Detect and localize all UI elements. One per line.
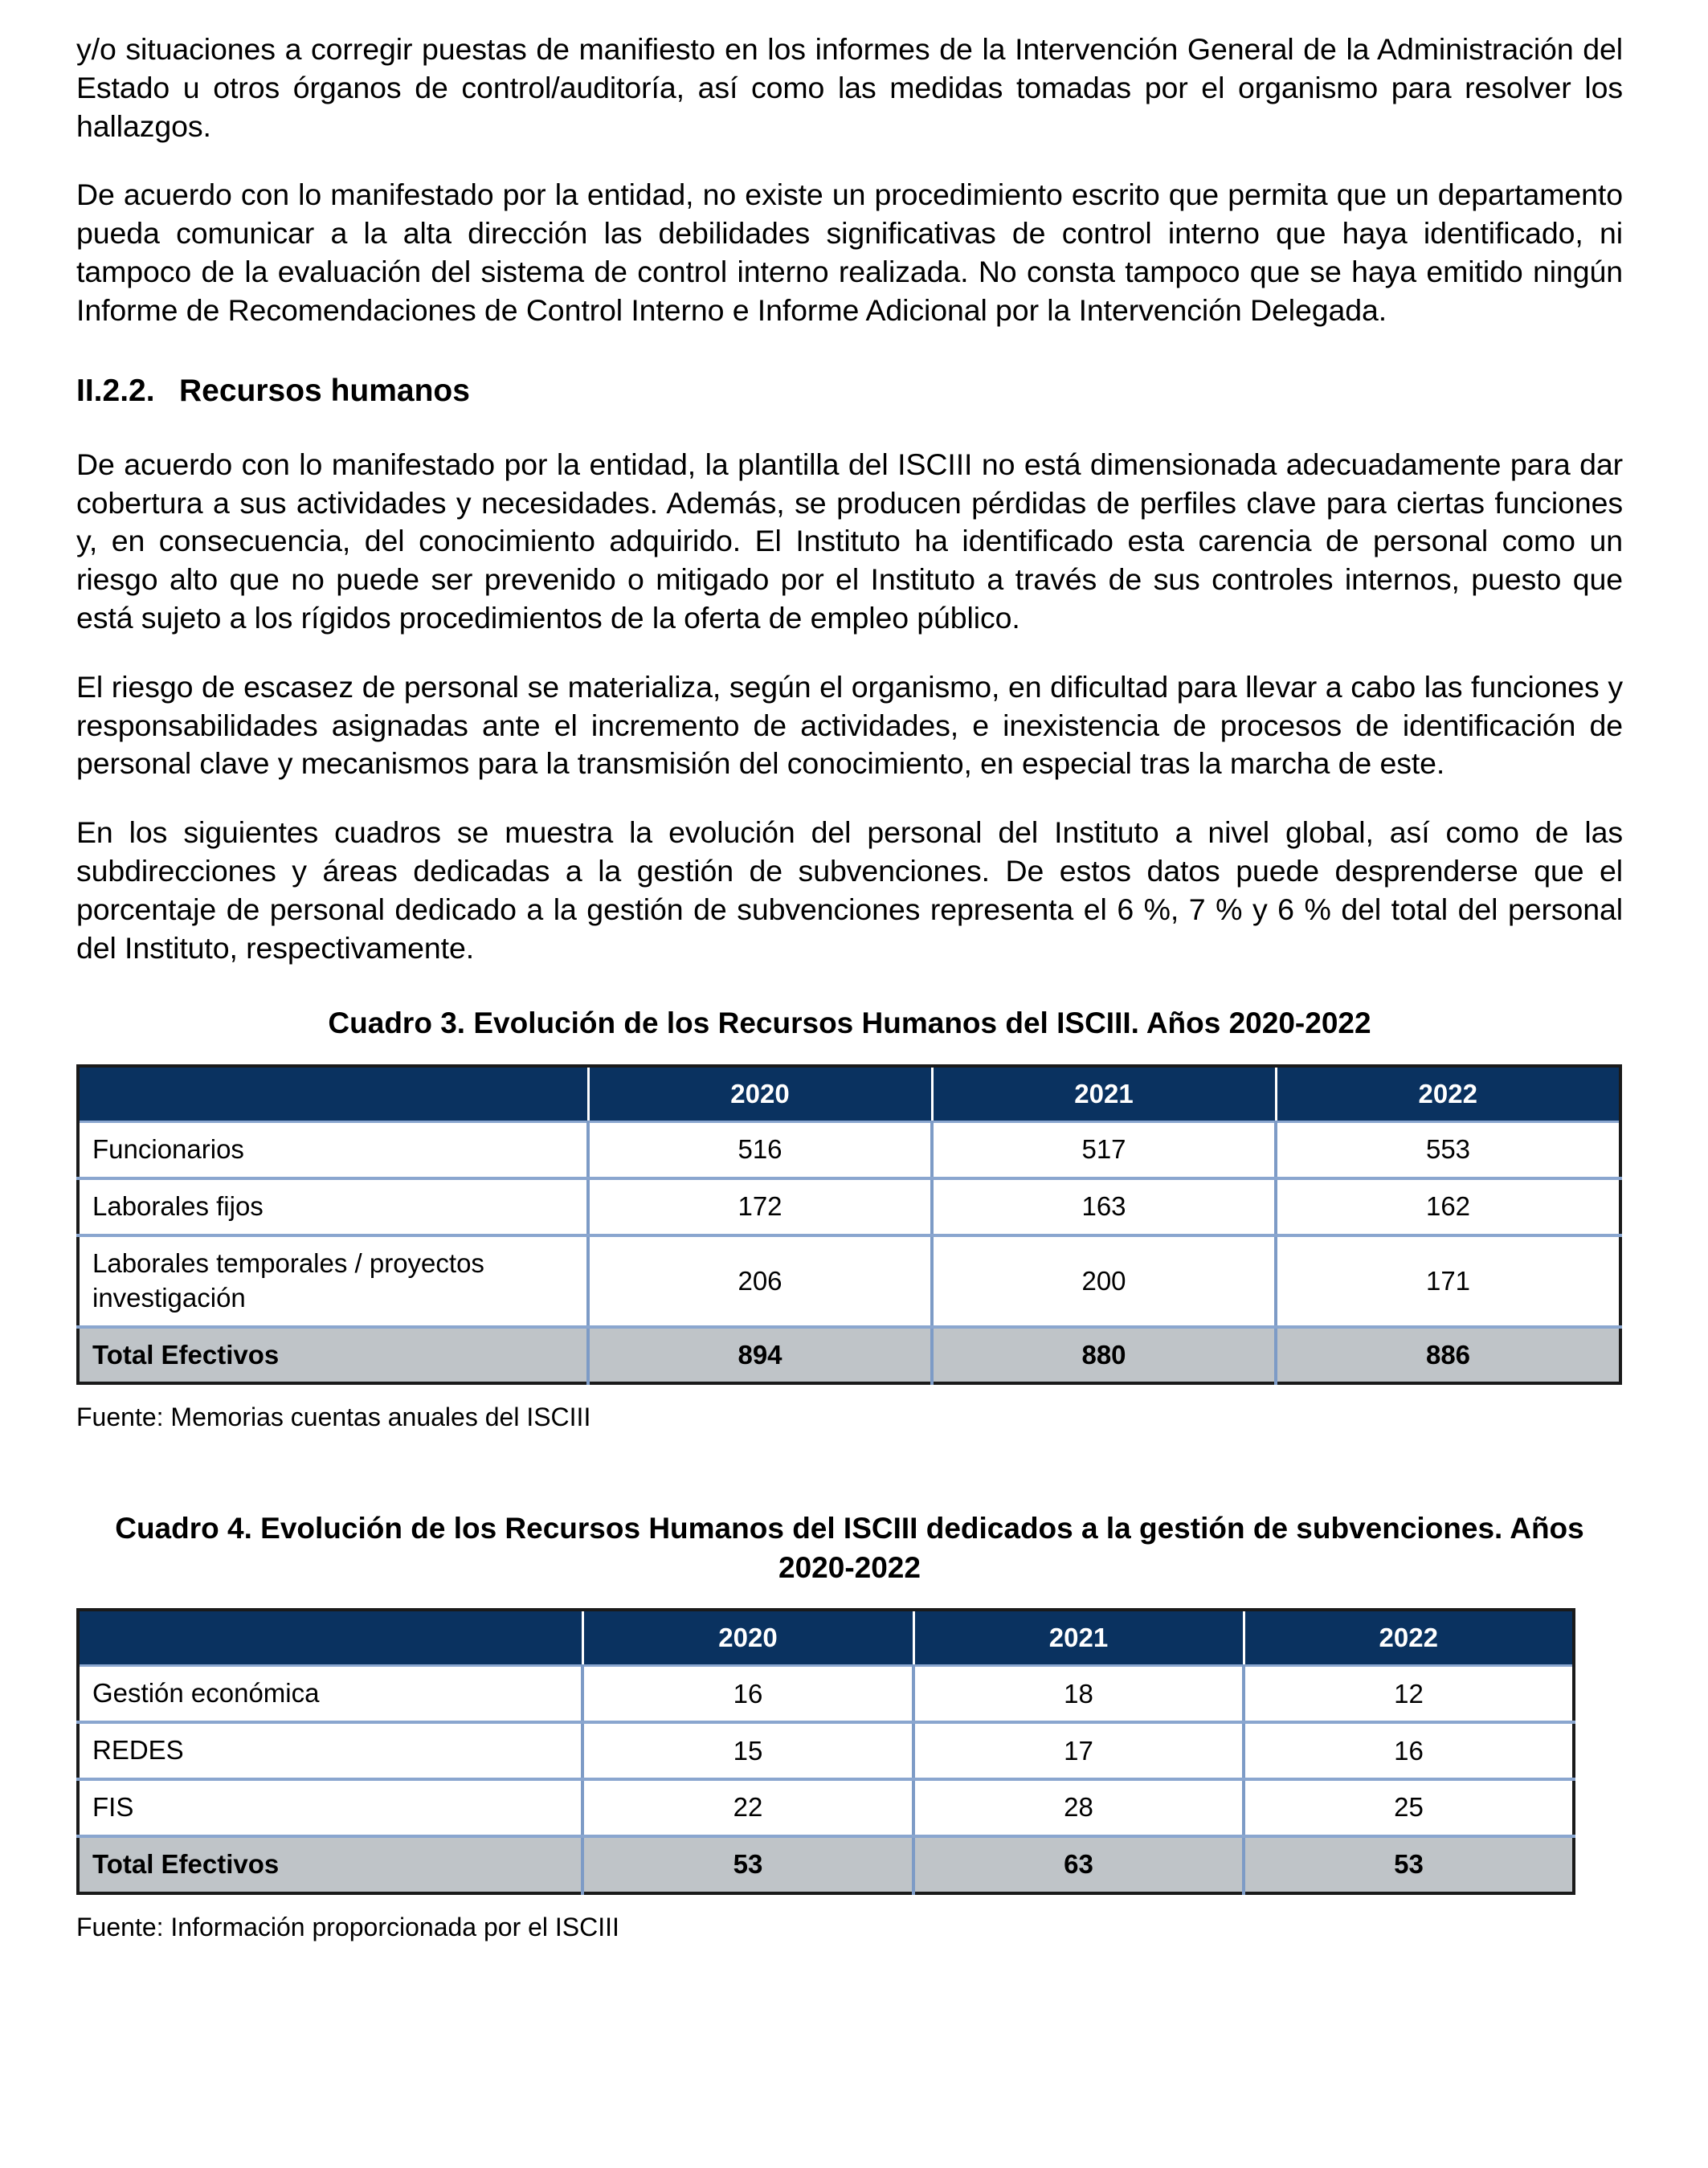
row-value-2021: 63: [913, 1836, 1244, 1893]
row-value-2020: 172: [588, 1178, 932, 1235]
table-total-row: [78, 1836, 1574, 1893]
paragraph-control-interno: De acuerdo con lo manifestado por la entidad, no existe un procedimiento escrito que permita que un departamento pueda comunicar a la alta dirección las debilidades significativas de control interno que haya identificado, ni tampoco de la evaluación del sistema de control interno realizada. No consta tampoco que se haya emitido ningún Informe de Recomendaciones de Control Interno e Informe Adicional por la Intervención Delegada.: [76, 178, 1623, 327]
row-value-2022: 886: [1276, 1327, 1620, 1384]
table-4-header-2022: 2022: [1244, 1610, 1574, 1666]
row-label: REDES: [78, 1722, 582, 1779]
table-total-row: [78, 1327, 1620, 1384]
table-4-body: [78, 1666, 1574, 1893]
table-4-header: [78, 1610, 1574, 1666]
row-value-2020: 16: [582, 1666, 913, 1722]
table-3-body: [78, 1122, 1620, 1384]
row-value-2022: 25: [1244, 1779, 1574, 1836]
section-title: Recursos humanos: [179, 373, 470, 408]
row-value-2020: 516: [588, 1122, 932, 1178]
table-row: [78, 1779, 1574, 1836]
row-value-2022: 12: [1244, 1666, 1574, 1722]
row-value-2020: 22: [582, 1779, 913, 1836]
table-3-header-2021: 2021: [932, 1066, 1276, 1122]
table-header-row: [78, 1066, 1620, 1122]
row-value-2022: 171: [1276, 1235, 1620, 1327]
row-label: FIS: [78, 1779, 582, 1836]
paragraph-riesgo-escasez: El riesgo de escasez de personal se materializa, según el organismo, en dificultad para llevar a cabo las funciones y responsabilidades asignadas ante el incremento de actividades, e inexistencia de procesos de identificación de personal clave y mecanismos para la transmisión del conocimiento, en especial tras la marcha de este.: [76, 669, 1623, 781]
table-header-row: [78, 1610, 1574, 1666]
page-content: [76, 31, 1623, 1942]
row-value-2021: 17: [913, 1722, 1244, 1779]
table-4-header-2021: 2021: [913, 1610, 1244, 1666]
row-value-2021: 880: [932, 1327, 1276, 1384]
row-label: Gestión económica: [78, 1666, 582, 1722]
row-label: Total Efectivos: [78, 1836, 582, 1893]
row-value-2020: 206: [588, 1235, 932, 1327]
table-4-source: Fuente: Información proporcionada por el ISCIII: [76, 1912, 619, 1941]
row-value-2021: 200: [932, 1235, 1276, 1327]
row-label: Laborales temporales / proyectos investigación: [78, 1235, 588, 1327]
row-label: Total Efectivos: [78, 1327, 588, 1384]
table-recursos-humanos-subvenciones: [76, 1608, 1575, 1895]
row-value-2022: 16: [1244, 1722, 1574, 1779]
section-number: II.2.2.: [76, 373, 155, 408]
paragraph-cuadros-intro: En los siguientes cuadros se muestra la evolución del personal del Instituto a nivel global, así como de las subdirecciones y áreas dedicadas a la gestión de subvenciones. De estos datos puede desprenderse que el porcentaje de personal dedicado a la gestión de subvenciones representa el 6 %, 7 % y 6 % del total del personal del Instituto, respectivamente.: [76, 815, 1623, 965]
section-heading-recursos-humanos: [76, 374, 1623, 409]
row-value-2022: 553: [1276, 1122, 1620, 1178]
row-label: Funcionarios: [78, 1122, 588, 1178]
table-recursos-humanos-global: [76, 1064, 1622, 1386]
table-row: [78, 1235, 1620, 1327]
paragraph-plantilla: De acuerdo con lo manifestado por la entidad, la plantilla del ISCIII no está dimensionada adecuadamente para dar cobertura a sus actividades y necesidades. Además, se producen pérdidas de perfiles clave para ciertas funciones y, en consecuencia, del conocimiento adquirido. El Instituto ha identificado esta carencia de personal como un riesgo alto que no puede ser prevenido o mitigado por el Instituto a través de sus controles internos, puesto que está sujeto a los rígidos procedimientos de la oferta de empleo público.: [76, 447, 1623, 635]
row-value-2022: 162: [1276, 1178, 1620, 1235]
row-label: Laborales fijos: [78, 1178, 588, 1235]
row-value-2022: 53: [1244, 1836, 1574, 1893]
row-value-2020: 53: [582, 1836, 913, 1893]
table-row: [78, 1122, 1620, 1178]
paragraph-intro-continued: y/o situaciones a corregir puestas de manifiesto en los informes de la Intervención General de la Administración del Estado u otros órganos de control/auditoría, así como las medidas tomadas por el organismo para resolver los hallazgos.: [76, 32, 1623, 143]
table-3-header: [78, 1066, 1620, 1122]
table-3-caption: Cuadro 3. Evolución de los Recursos Humanos del ISCIII. Años 2020-2022: [328, 1006, 1371, 1040]
table-row: [78, 1722, 1574, 1779]
table-4-caption: Cuadro 4. Evolución de los Recursos Humanos del ISCIII dedicados a la gestión de subvenciones. Años 2020-2022: [115, 1512, 1584, 1584]
table-4-header-2020: 2020: [582, 1610, 913, 1666]
row-value-2020: 894: [588, 1327, 932, 1384]
row-value-2021: 163: [932, 1178, 1276, 1235]
row-value-2020: 15: [582, 1722, 913, 1779]
table-3-header-label: [78, 1066, 588, 1122]
table-3-source: Fuente: Memorias cuentas anuales del ISCIII: [76, 1402, 591, 1432]
table-row: [78, 1178, 1620, 1235]
table-3-header-2020: 2020: [588, 1066, 932, 1122]
table-3-header-2022: 2022: [1276, 1066, 1620, 1122]
row-value-2021: 517: [932, 1122, 1276, 1178]
row-value-2021: 18: [913, 1666, 1244, 1722]
table-4-header-label: [78, 1610, 582, 1666]
row-value-2021: 28: [913, 1779, 1244, 1836]
table-row: [78, 1666, 1574, 1722]
